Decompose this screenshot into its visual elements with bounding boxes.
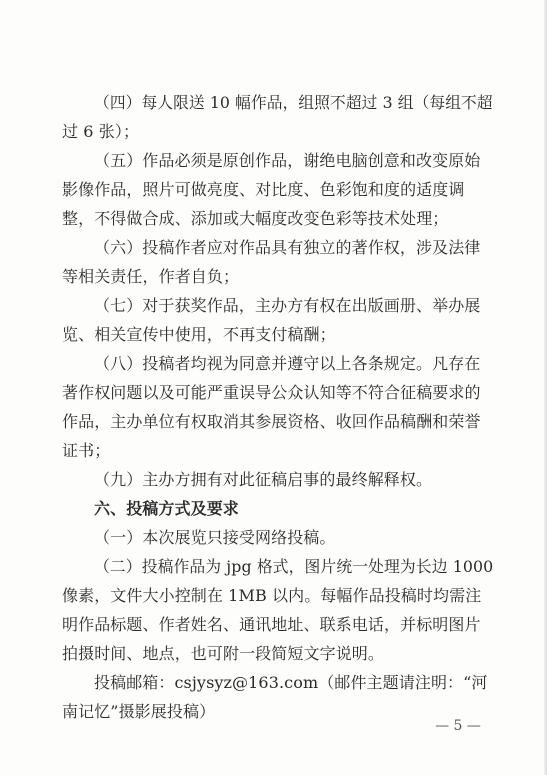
text-line: 览、相关宣传中使用，不再支付稿酬； [62,325,336,344]
text-line: （六）投稿作者应对作品具有独立的著作权，涉及法律 [94,238,481,257]
text-line: 投稿邮箱：csjysyz@163.com（邮件主题请注明：“河 [94,673,488,692]
section-heading: 六、投稿方式及要求 [94,499,239,518]
text-line: 作品，主办单位有权取消其参展资格、收回作品稿酬和荣誉 [62,412,481,431]
text-line: 拍摄时间、地点，也可附一段简短文字说明。 [62,644,385,663]
text-line: 明作品标题、作者姓名、通讯地址、联系电话，并标明图片 [62,615,481,634]
text-line: （四）每人限送 10 幅作品，组照不超过 3 组（每组不超 [94,93,493,112]
text-line: （五）作品必须是原创作品，谢绝电脑创意和改变原始 [94,151,481,170]
text-line: （八）投稿者均视为同意并遵守以上各条规定。凡存在 [94,354,481,373]
text-line: （九）主办方拥有对此征稿启事的最终解释权。 [94,470,433,489]
text-line: 整，不得做合成、添加或大幅度改变色彩等技术处理； [62,209,449,228]
text-line: （二）投稿作品为 jpg 格式，图片统一处理为长边 1000 [94,557,494,576]
text-line: 过 6 张）； [62,122,140,141]
page-number: — 5 — [435,718,481,734]
text-line: 像素，文件大小控制在 1MB 以内。每幅作品投稿时均需注 [62,586,482,605]
text-line: （一）本次展览只接受网络投稿。 [94,528,336,547]
text-line: 证书； [62,441,111,460]
text-line: 影像作品，照片可做亮度、对比度、色彩饱和度的适度调 [62,180,465,199]
text-line: （七）对于获奖作品，主办方有权在出版画册、举办展 [94,296,481,315]
text-line: 著作权问题以及可能严重误导公众认知等不符合征稿要求的 [62,383,481,402]
text-line: 等相关责任，作者自负； [62,267,240,286]
text-line: 南记忆”摄影展投稿） [62,702,216,721]
